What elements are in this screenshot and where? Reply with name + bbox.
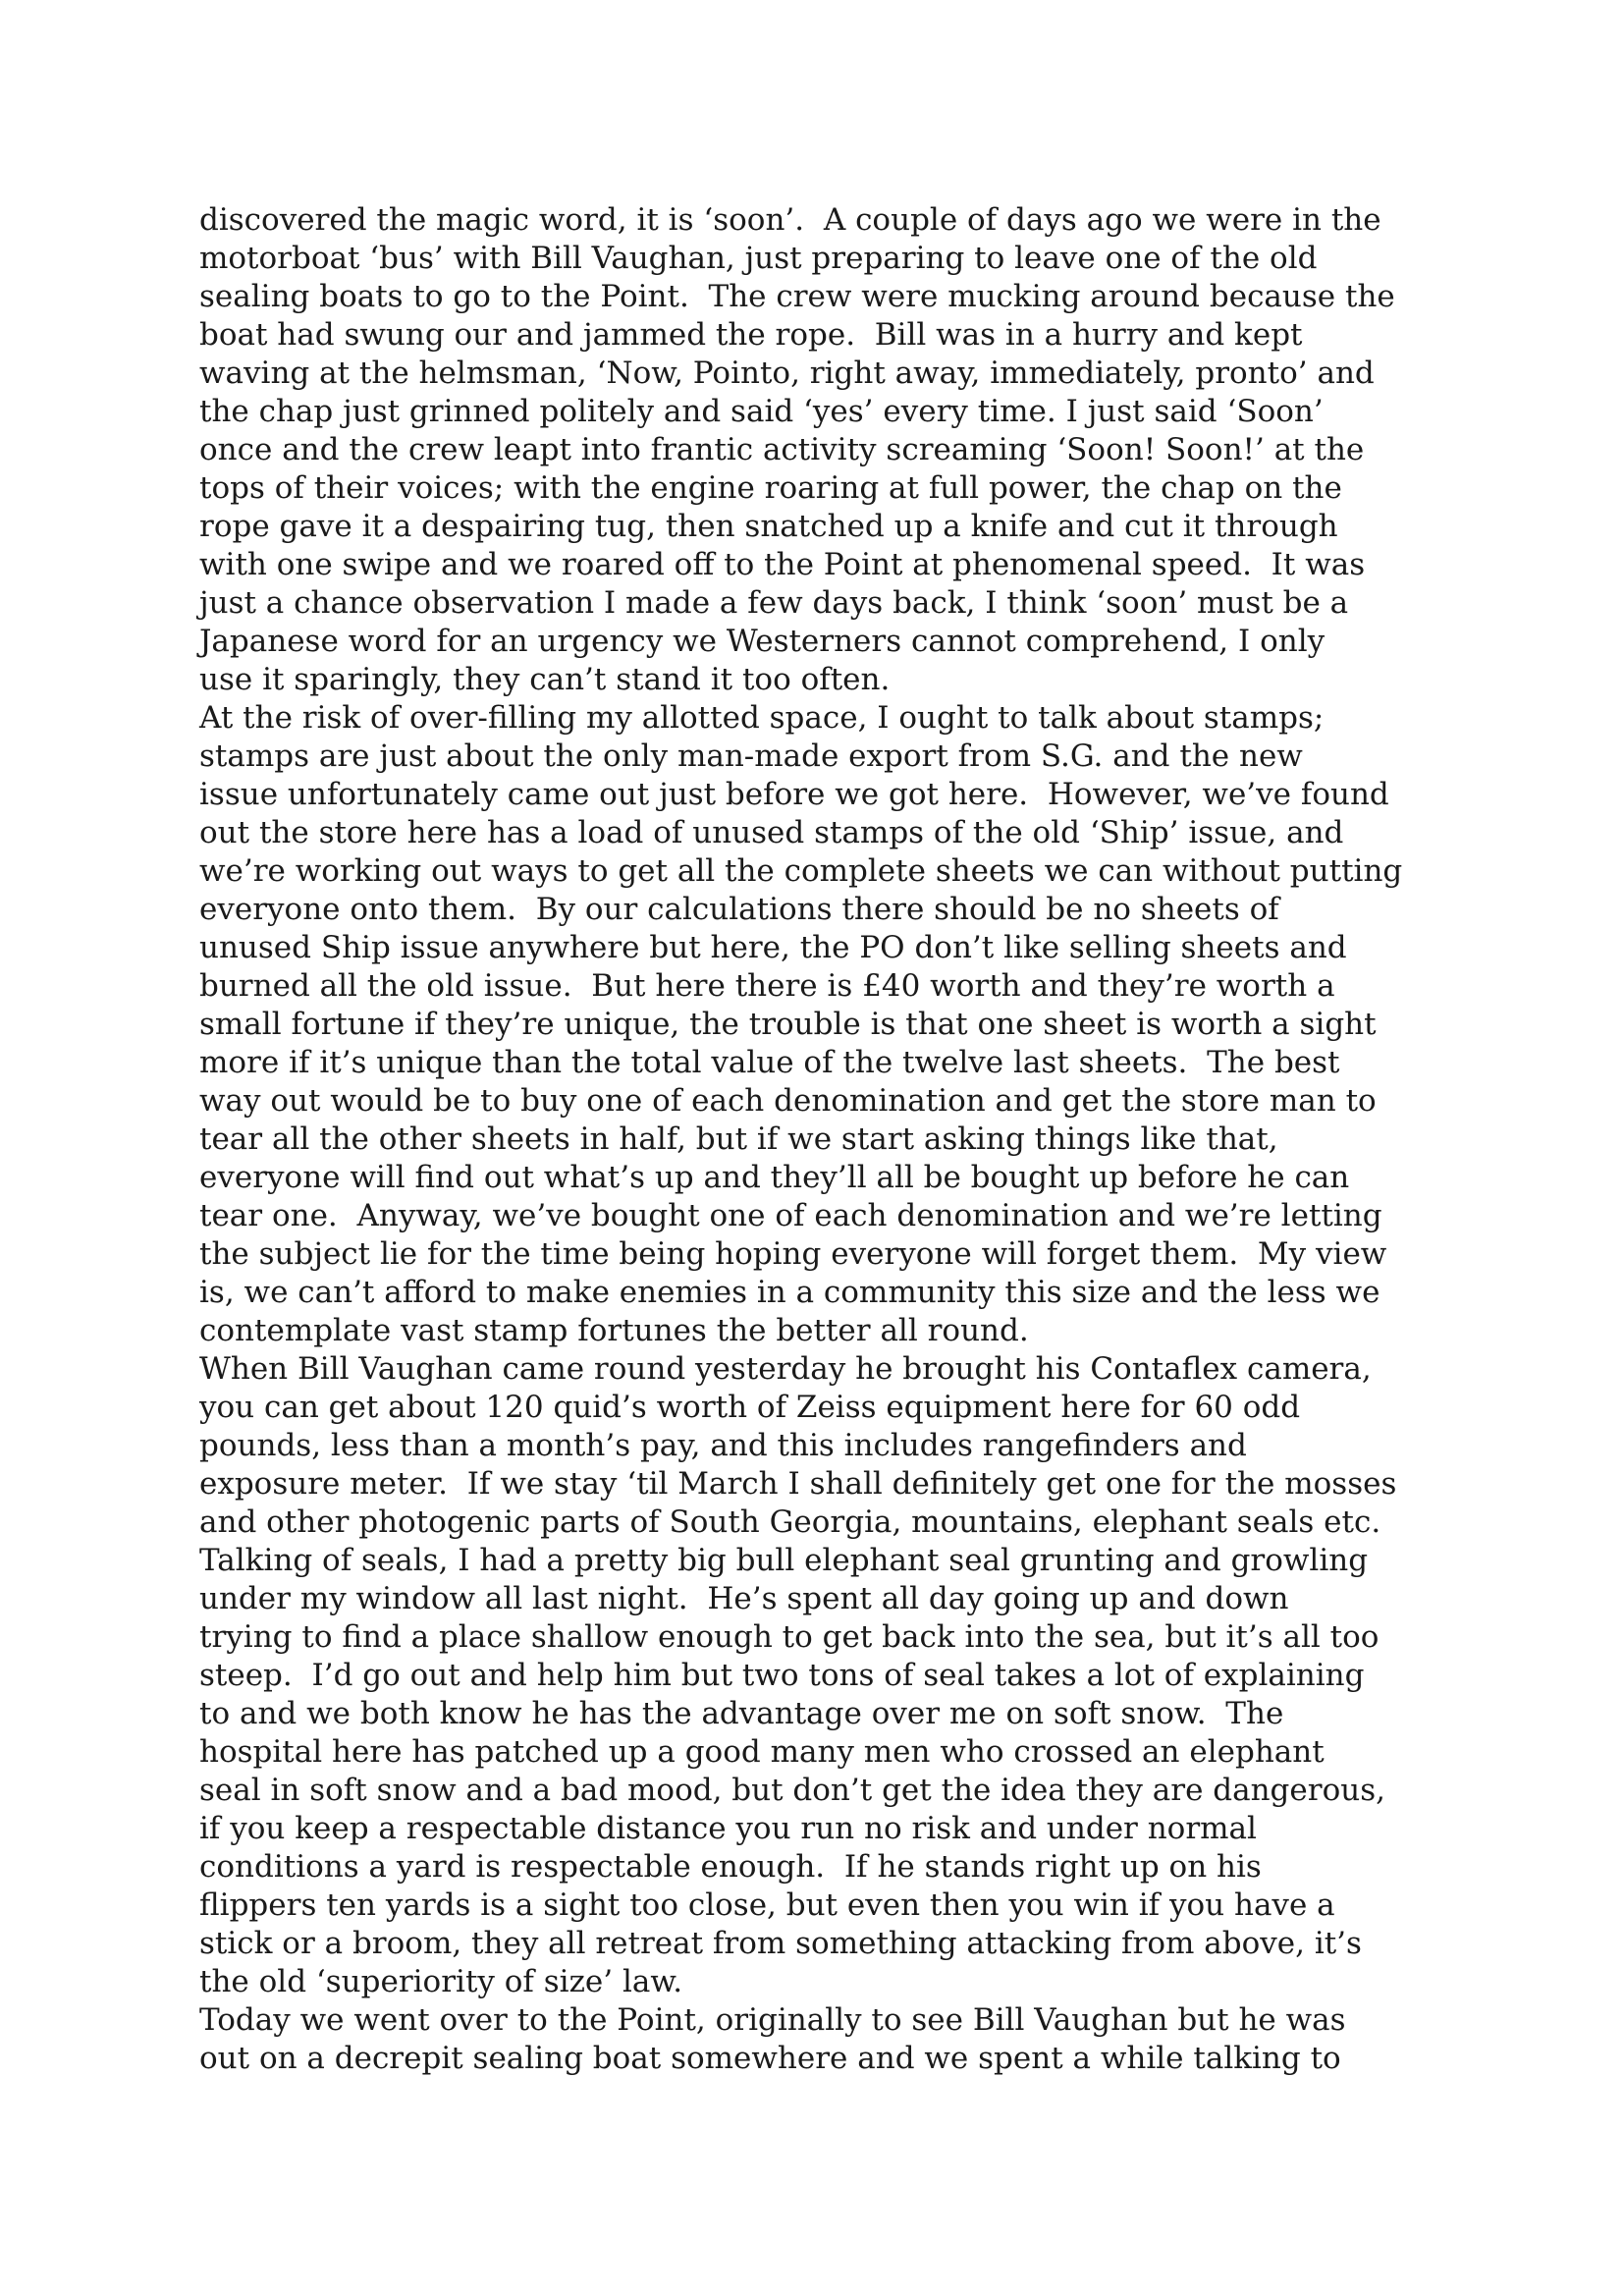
text-line: sealing boats to go to the Point. The crew were mucking around because the (199, 279, 1395, 314)
text-line: if you keep a respectable distance you run no risk and under normal (199, 1811, 1257, 1846)
text-line: burned all the old issue. But here there is £40 worth and they’re worth a (199, 968, 1335, 1004)
text-line: out the store here has a load of unused stamps of the old ‘Ship’ issue, and (199, 815, 1344, 850)
text-line: unused Ship issue anywhere but here, the PO don’t like selling sheets and (199, 930, 1347, 965)
text-line: Talking of seals, I had a pretty big bull elephant seal grunting and growling (199, 1543, 1369, 1578)
text-line: and other photogenic parts of South Georgia, mountains, elephant seals etc. (199, 1504, 1381, 1540)
text-line: the subject lie for the time being hoping everyone will forget them. My view (199, 1236, 1387, 1272)
text-line: boat had swung our and jammed the rope. Bill was in a hurry and kept (199, 317, 1303, 353)
text-line: out on a decrepit sealing boat somewhere and we spent a while talking to (199, 2041, 1341, 2076)
text-line: way out would be to buy one of each denomination and get the store man to (199, 1083, 1377, 1119)
text-line: Japanese word for an urgency we Westerners cannot comprehend, I only (199, 624, 1325, 659)
text-line: under my window all last night. He’s spent all day going up and down (199, 1581, 1289, 1616)
text-line: trying to find a place shallow enough to get back into the sea, but it’s all too (199, 1619, 1380, 1655)
text-line: we’re working out ways to get all the complete sheets we can without putting (199, 853, 1403, 889)
text-line: use it sparingly, they can’t stand it too often. (199, 662, 891, 697)
text-line: waving at the helmsman, ‘Now, Pointo, right away, immediately, pronto’ and (199, 355, 1375, 391)
text-line: motorboat ‘bus’ with Bill Vaughan, just preparing to leave one of the old (199, 241, 1318, 276)
text-line: Today we went over to the Point, originally to see Bill Vaughan but he was (199, 2002, 1346, 2038)
text-line: once and the crew leapt into frantic activity screaming ‘Soon! Soon!’ at the (199, 432, 1365, 467)
text-line: stick or a broom, they all retreat from something attacking from above, it’s (199, 1926, 1362, 1961)
text-line: tops of their voices; with the engine roaring at full power, the chap on the (199, 470, 1342, 506)
body-text (199, 201, 1476, 2078)
text-line: more if it’s unique than the total value of the twelve last sheets. The best (199, 1045, 1340, 1080)
text-line: the chap just grinned politely and said ‘yes’ every time. I just said ‘Soon’ (199, 394, 1324, 429)
text-line: contemplate vast stamp fortunes the better all round. (199, 1313, 1029, 1348)
text-line: stamps are just about the only man-made export from S.G. and the new (199, 738, 1303, 774)
text-line: exposure meter. If we stay ‘til March I shall definitely get one for the mosses (199, 1466, 1397, 1502)
text-line: just a chance observation I made a few days back, I think ‘soon’ must be a (199, 585, 1349, 621)
text-line: tear all the other sheets in half, but if we start asking things like that, (199, 1121, 1278, 1157)
text-line: steep. I’d go out and help him but two tons of seal takes a lot of explaining (199, 1658, 1365, 1693)
text-line: to and we both know he has the advantage over me on soft snow. The (199, 1696, 1284, 1731)
text-line: discovered the magic word, it is ‘soon’. A couple of days ago we were in the (199, 202, 1381, 238)
text-line: is, we can’t afford to make enemies in a community this size and the less we (199, 1275, 1380, 1310)
text-line: At the risk of over-filling my allotted space, I ought to talk about stamps; (199, 700, 1325, 736)
text-line: tear one. Anyway, we’ve bought one of each denomination and we’re letting (199, 1198, 1382, 1233)
text-line: everyone will find out what’s up and they’ll all be bought up before he can (199, 1160, 1350, 1195)
text-line: pounds, less than a month’s pay, and this includes rangefinders and (199, 1428, 1247, 1463)
text-line: hospital here has patched up a good many men who crossed an elephant (199, 1734, 1325, 1770)
text-line: issue unfortunately came out just before we got here. However, we’ve found (199, 777, 1389, 812)
text-line: rope gave it a despairing tug, then snatched up a knife and cut it through (199, 509, 1338, 544)
text-line: flippers ten yards is a sight too close, but even then you win if you have a (199, 1887, 1335, 1923)
text-line: seal in soft snow and a bad mood, but don’t get the idea they are dangerous, (199, 1773, 1385, 1808)
text-line: everyone onto them. By our calculations there should be no sheets of (199, 892, 1279, 927)
text-line: you can get about 120 quid’s worth of Zeiss equipment here for 60 odd (199, 1390, 1301, 1425)
text-line: the old ‘superiority of size’ law. (199, 1964, 683, 1999)
text-line: When Bill Vaughan came round yesterday he brought his Contaflex camera, (199, 1351, 1372, 1387)
text-line: small fortune if they’re unique, the trouble is that one sheet is worth a sight (199, 1007, 1377, 1042)
text-line: conditions a yard is respectable enough. If he stands right up on his (199, 1849, 1262, 1885)
text-line: with one swipe and we roared off to the Point at phenomenal speed. It was (199, 547, 1366, 582)
